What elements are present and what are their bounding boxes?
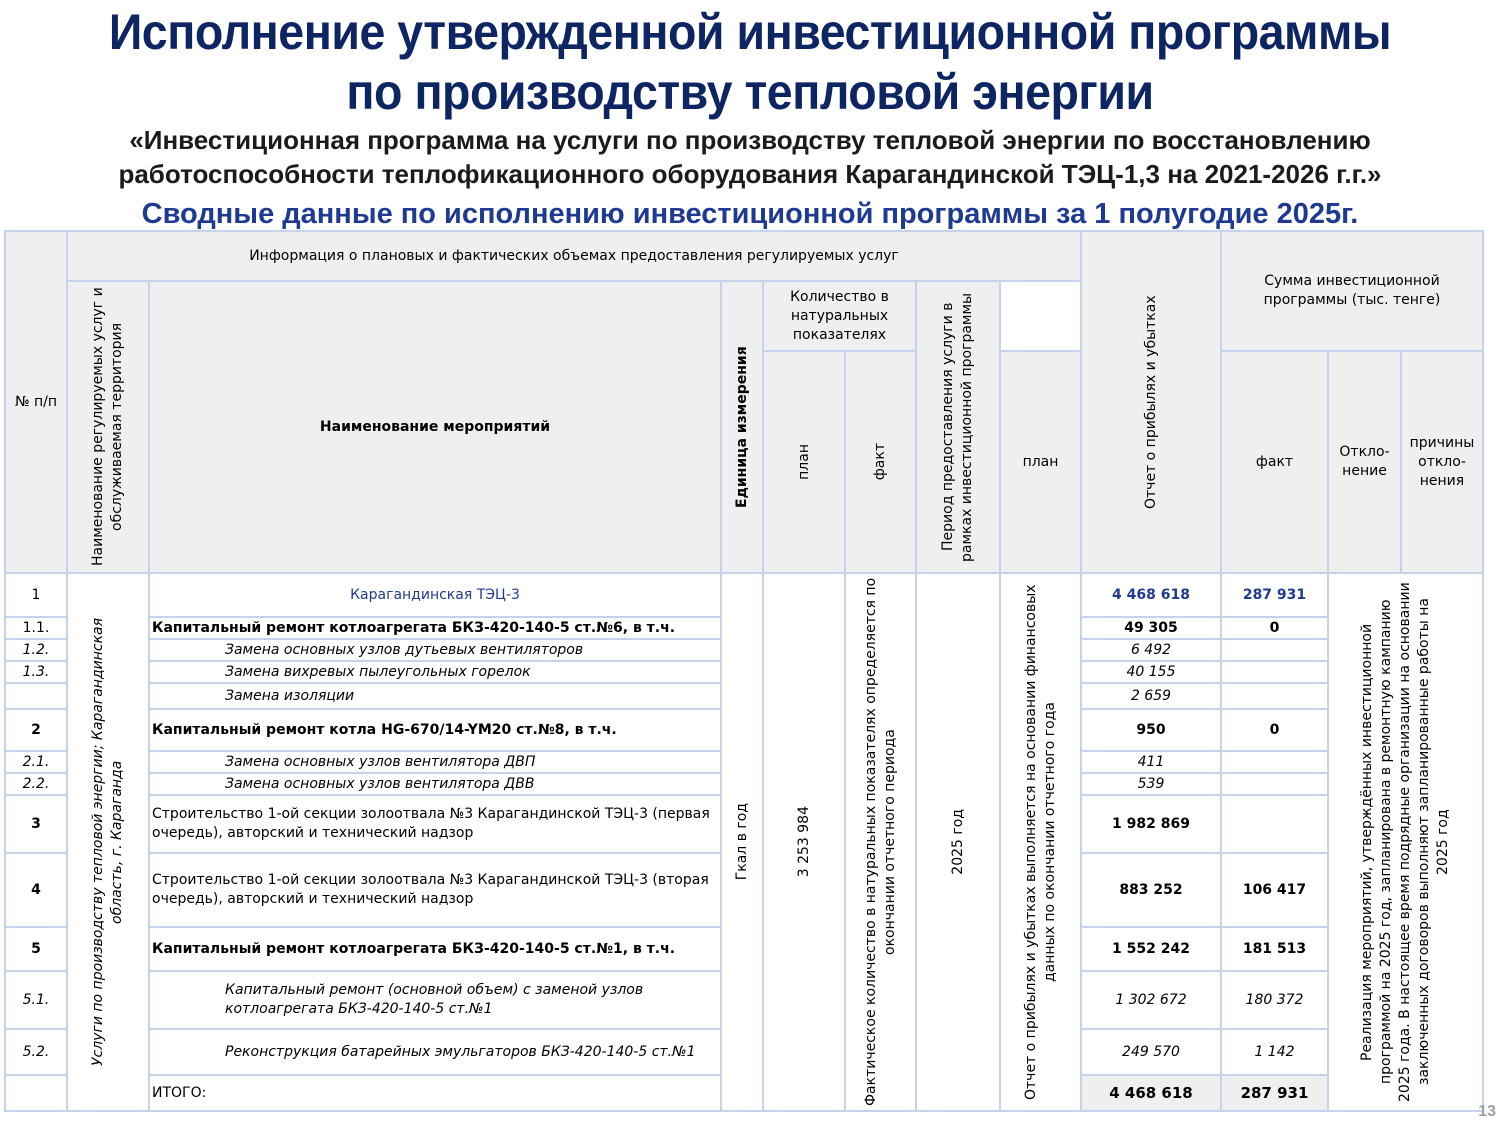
- sum-fact: [1221, 683, 1328, 709]
- plan-qty-text: 3 253 984: [795, 806, 812, 878]
- row-name: ИТОГО:: [149, 1075, 721, 1111]
- header-period: [916, 281, 1000, 573]
- sum-fact: [1221, 773, 1328, 795]
- service-text: Услуги по производству тепловой энергии; Карагандинская область, г. Караганда: [90, 617, 125, 1067]
- row-name: Замена основных узлов вентилятора ДВП: [149, 751, 721, 773]
- header-num: № п/п: [5, 231, 67, 573]
- header-reasons: причины откло-нения: [1401, 351, 1483, 573]
- row-name: Замена вихревых пылеугольных горелок: [149, 661, 721, 683]
- header-report: [1081, 231, 1221, 573]
- header-report-label: Отчет о прибылях и убытках: [1142, 295, 1159, 509]
- header-plan-qty: [763, 351, 845, 573]
- header-unit-label: Единица измерения: [733, 346, 750, 508]
- sum-fact: 287 931: [1221, 573, 1328, 617]
- row-num: 1.1.: [5, 617, 67, 639]
- row-name: Строительство 1-ой секции золоотвала №3 Карагандинской ТЭЦ-3 (первая очередь), авторский и технический надзор: [149, 795, 721, 853]
- sum-plan: 539: [1081, 773, 1221, 795]
- header-unit: [721, 281, 763, 573]
- row-num: 1.3.: [5, 661, 67, 683]
- header-measure-name: Наименование мероприятий: [149, 281, 721, 573]
- header-service: [67, 281, 149, 573]
- row-num: 5.1.: [5, 971, 67, 1029]
- sum-plan: 411: [1081, 751, 1221, 773]
- sum-fact: [1221, 795, 1328, 853]
- sum-plan: 1 982 869: [1081, 795, 1221, 853]
- row-num: 4: [5, 853, 67, 927]
- sum-fact: 106 417: [1221, 853, 1328, 927]
- header-plan-qty-label: план: [795, 444, 812, 480]
- page-number: 13: [1478, 1103, 1496, 1120]
- header-fact-qty-label: факт: [872, 443, 888, 481]
- sum-plan: 249 570: [1081, 1029, 1221, 1075]
- header-info-group: Информация о плановых и фактических объемах предоставления регулируемых услуг: [67, 231, 1081, 281]
- fact-qty-cell: [845, 573, 916, 1111]
- row-num: 5.2.: [5, 1029, 67, 1075]
- row-num: 2.1.: [5, 751, 67, 773]
- sum-plan: 1 302 672: [1081, 971, 1221, 1029]
- header-sum-group: Сумма инвестиционной программы (тыс. тенге): [1221, 231, 1483, 351]
- row-num: 1: [5, 573, 67, 617]
- fact-qty-text: Фактическое количество в натуральных показателях определяется по окончании отчетного периода: [862, 577, 898, 1107]
- sum-plan: 883 252: [1081, 853, 1221, 927]
- row-name: Замена основных узлов дутьевых вентиляторов: [149, 639, 721, 661]
- sum-plan: 1 552 242: [1081, 927, 1221, 971]
- row-name: Замена основных узлов вентилятора ДВВ: [149, 773, 721, 795]
- period-cell: [916, 573, 1000, 1111]
- table-row: [5, 573, 1483, 617]
- row-name: Строительство 1-ой секции золоотвала №3 Карагандинской ТЭЦ-3 (вторая очередь), авторский и технический надзор: [149, 853, 721, 927]
- sum-fact: 181 513: [1221, 927, 1328, 971]
- row-name: Замена изоляции: [149, 683, 721, 709]
- sum-plan: 950: [1081, 709, 1221, 751]
- header-natural-group: Количество в натуральных показателях: [763, 281, 916, 351]
- total-sum-plan: 4 468 618: [1081, 1075, 1221, 1111]
- sum-plan: 40 155: [1081, 661, 1221, 683]
- row-name: Капитальный ремонт котла HG-670/14-YM20 ст.№8, в т.ч.: [149, 709, 721, 751]
- reasons-text: Реализация мероприятий, утверждённых инвестиционной программой на 2025 год, запланирована в ремонтную кампанию 2025 года. В настоящее время подрядные организации на основании заключенных договоров выполняют запланированные работы на 2025 год: [1359, 582, 1451, 1102]
- row-num: 2.2.: [5, 773, 67, 795]
- sum-fact: [1221, 751, 1328, 773]
- sum-fact: 1 142: [1221, 1029, 1328, 1075]
- sum-fact: 0: [1221, 709, 1328, 751]
- header-service-label: Наименование регулируемых услуг и обслуживаемая территория: [90, 287, 125, 567]
- sum-plan: 6 492: [1081, 639, 1221, 661]
- header-sum-fact: факт: [1221, 351, 1328, 573]
- total-sum-fact: 287 931: [1221, 1075, 1328, 1111]
- page-title-line-2: по производству тепловой энергии: [346, 64, 1154, 120]
- report-cell: [1000, 573, 1081, 1111]
- service-cell: [67, 573, 149, 1111]
- page-title-line-1: Исполнение утвержденной инвестиционной программы: [108, 4, 1392, 60]
- program-subtitle-line-1: «Инвестиционная программа на услуги по производству тепловой энергии по восстановлению: [129, 125, 1371, 155]
- period-text: 2025 год: [949, 809, 966, 875]
- unit-cell: [721, 573, 763, 1111]
- summary-title: Сводные данные по исполнению инвестиционной программы за 1 полугодие 2025г.: [141, 198, 1359, 230]
- sum-plan: 49 305: [1081, 617, 1221, 639]
- plan-qty-cell: [763, 573, 845, 1111]
- header-deviation: Откло-нение: [1328, 351, 1401, 573]
- row-name: Реконструкция батарейных эмульгаторов БКЗ-420-140-5 ст.№1: [149, 1029, 721, 1075]
- unit-text: Гкал в год: [733, 803, 750, 881]
- header-period-label: Период предоставления услуги в рамках инвестиционной программы: [940, 292, 975, 562]
- sum-plan: 4 468 618: [1081, 573, 1221, 617]
- program-subtitle-line-2: работоспособности теплофикационного оборудования Карагандинской ТЭЦ-1,3 на 2021-2026 г.г.»: [118, 159, 1382, 189]
- reasons-cell: [1328, 573, 1483, 1111]
- row-name: Капитальный ремонт котлоагрегата БКЗ-420-140-5 ст.№1, в т.ч.: [149, 927, 721, 971]
- sum-fact: [1221, 639, 1328, 661]
- sum-fact: [1221, 661, 1328, 683]
- header-sum-plan: план: [1000, 351, 1081, 573]
- header-fact-qty: [845, 351, 916, 573]
- report-text: Отчет о прибылях и убытках выполняется на основании финансовых данных по окончании отчетного года: [1022, 584, 1058, 1100]
- row-num: 3: [5, 795, 67, 853]
- row-num: 1.2.: [5, 639, 67, 661]
- row-name: Карагандинская ТЭЦ-3: [149, 573, 721, 617]
- row-num: [5, 683, 67, 709]
- sum-plan: 2 659: [1081, 683, 1221, 709]
- row-num: 5: [5, 927, 67, 971]
- sum-fact: 180 372: [1221, 971, 1328, 1029]
- investment-program-table: [4, 230, 1484, 1112]
- row-num: 2: [5, 709, 67, 751]
- sum-fact: 0: [1221, 617, 1328, 639]
- row-num: [5, 1075, 67, 1111]
- row-name: Капитальный ремонт (основной объем) с заменой узлов котлоагрегата БКЗ-420-140-5 ст.№1: [149, 971, 721, 1029]
- row-name: Капитальный ремонт котлоагрегата БКЗ-420-140-5 ст.№6, в т.ч.: [149, 617, 721, 639]
